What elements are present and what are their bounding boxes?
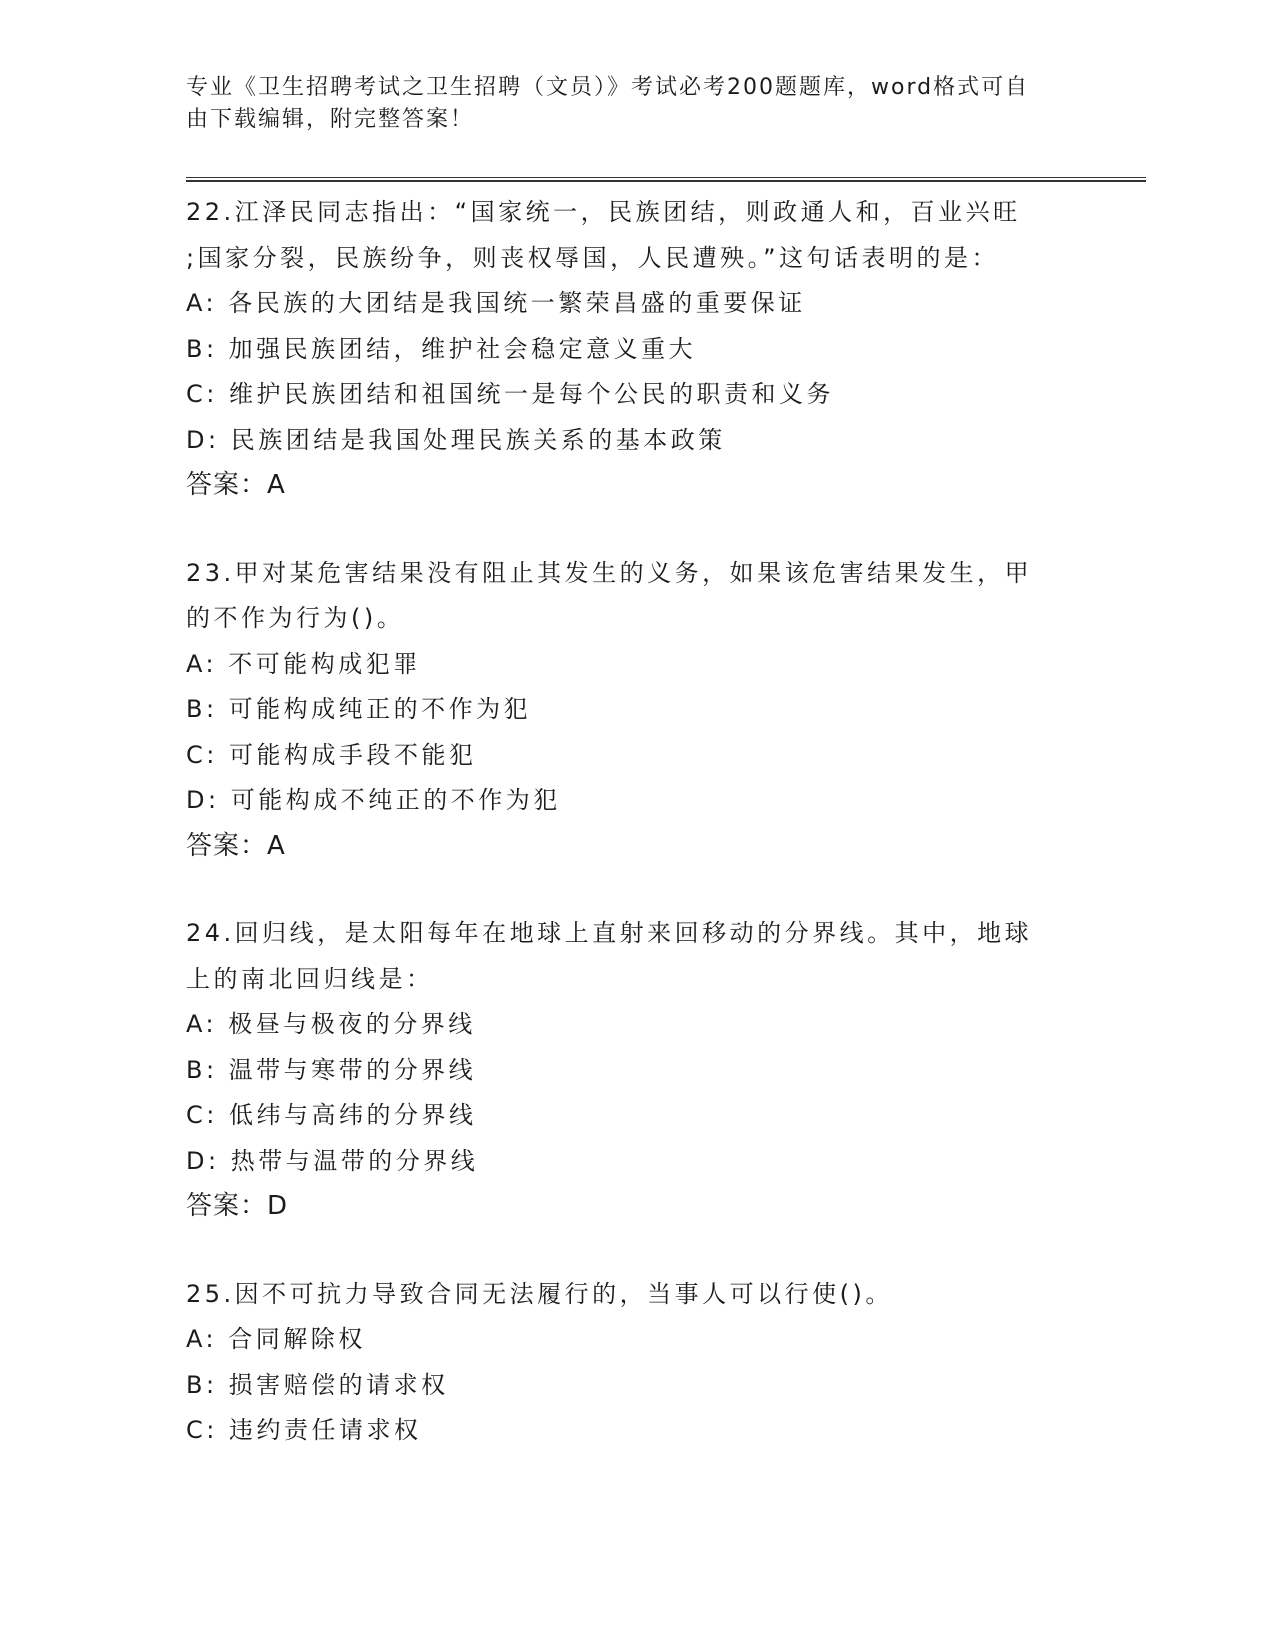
header-divider-thick [186,180,1146,182]
question-stem-line: 22.江泽民同志指出：“国家统一，民族团结，则政通人和，百业兴旺 [186,198,1021,226]
answer: 答案：D [186,1191,289,1221]
question-24 [186,911,1076,1230]
option-a: A: 极昼与极夜的分界线 [186,1010,476,1038]
option-c: C: 低纬与高纬的分界线 [186,1101,477,1129]
option-c: C: 维护民族团结和祖国统一是每个公民的职责和义务 [186,380,834,408]
question-22 [186,190,1076,509]
question-stem-line: 的不作为行为()。 [186,604,405,632]
header-line-1: 专业《卫生招聘考试之卫生招聘（文员）》考试必考200题题库，word格式可自 [186,75,1030,100]
header-divider-thin [186,177,1146,178]
option-b: B: 可能构成纯正的不作为犯 [186,695,532,723]
option-d: D: 热带与温带的分界线 [186,1146,479,1175]
question-list [186,190,1076,1496]
option-a: A: 各民族的大团结是我国统一繁荣昌盛的重要保证 [186,289,806,317]
option-a: A: 不可能构成犯罪 [186,649,421,678]
option-b: B: 温带与寒带的分界线 [186,1055,477,1084]
question-stem-line: 25.因不可抗力导致合同无法履行的，当事人可以行使()。 [186,1279,893,1308]
header-line-2: 由下载编辑，附完整答案！ [186,107,475,132]
answer: 答案：A [186,470,286,500]
option-c: C: 可能构成手段不能犯 [186,740,477,769]
option-d: D: 可能构成不纯正的不作为犯 [186,786,561,814]
option-b: B: 损害赔偿的请求权 [186,1370,449,1399]
answer: 答案：A [186,830,286,861]
question-stem-line: 24.回归线，是太阳每年在地球上直射来回移动的分界线。其中，地球 [186,919,1033,947]
question-stem-line: 上的南北回归线是： [186,964,434,993]
question-stem-line: ;国家分裂，民族纷争，则丧权辱国，人民遭殃。”这句话表明的是： [186,243,1000,272]
option-d: D: 民族团结是我国处理民族关系的基本政策 [186,425,726,454]
option-a: A: 合同解除权 [186,1325,366,1353]
option-c: C: 违约责任请求权 [186,1416,422,1444]
question-23 [186,551,1076,870]
question-25 [186,1272,1076,1454]
question-stem-line: 23.甲对某危害结果没有阻止其发生的义务，如果该危害结果发生，甲 [186,558,1033,587]
option-b: B: 加强民族团结，维护社会稳定意义重大 [186,334,697,363]
document-header [186,72,1066,136]
